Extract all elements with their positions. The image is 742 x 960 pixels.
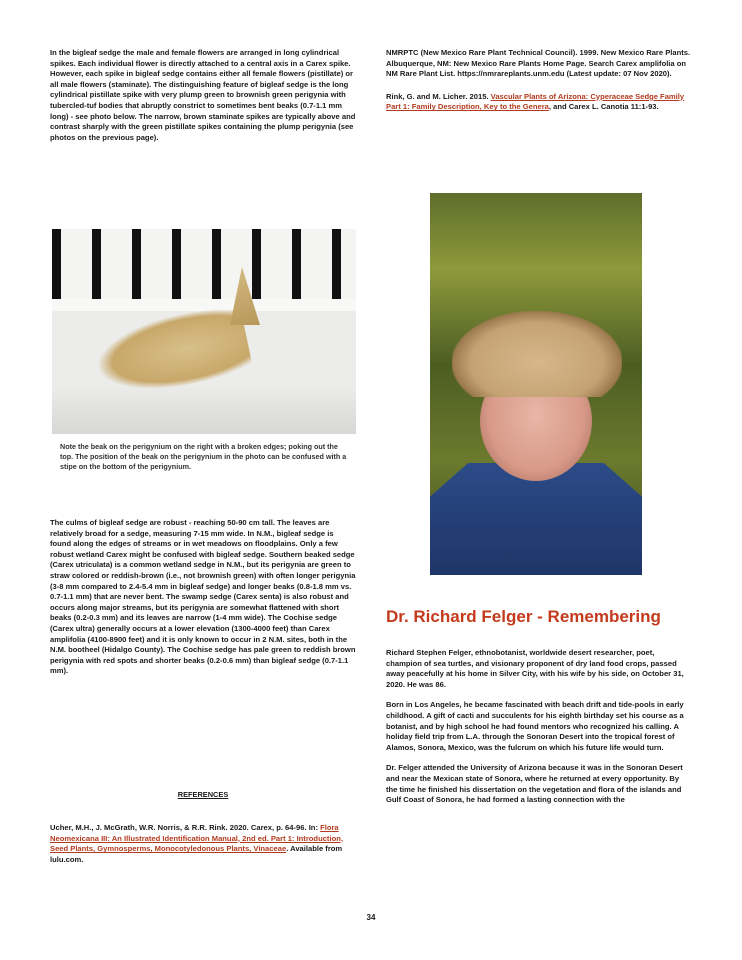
reference-ucher-tail: . Available from lulu.com. (50, 844, 343, 864)
reference-rink (386, 92, 692, 113)
left-column (50, 48, 356, 143)
felger-paragraph-3: Dr. Felger attended the University of Arizona because it was in the Sonoran Desert and near the Mexican state of Sonora, where he returned at every opportunity. By the time he finished his dissertation on the vegetation and flora of the islands and Gulf Coast of Sonora, he had formed a lasting connection with the (386, 763, 683, 805)
reference-rink-text: Rink, G. and M. Licher. 2015. (386, 91, 491, 101)
left-column-lower (50, 518, 356, 677)
reference-nmrptc: NMRPTC (New Mexico Rare Plant Technical Council). 1999. New Mexico Rare Plants. Albuquerque, NM: New Mexico Rare Plants Home Page. Search Carex amplifolia on NM Rare Plant List. https://nmrareplants.unm.edu (Latest update: 07 Nov 2020). (386, 48, 691, 79)
felger-portrait-photo (430, 193, 642, 575)
section-heading: Dr. Richard Felger - Remembering (386, 607, 661, 626)
felger-paragraph-2: Born in Los Angeles, he became fascinated with beach drift and tide-pools in early childhood. A gift of cacti and succulents for his eighth birthday set his course as a botanist, and by high school he had found mentors who recognized his calling. A holiday field trip from L.A. through the Sonoran Desert into the tropical forest of Alamos, Sonora, Mexico, was the fulcrum on which his future life would turn. (386, 700, 684, 752)
reference-ucher (50, 823, 356, 865)
right-column (386, 48, 692, 113)
left-paragraph-description: The culms of bigleaf sedge are robust - reaching 50-90 cm tall. The leaves are relatively broad for a sedge, measuring 7-15 mm wide. In N.M., bigleaf sedge is found along the edges of streams or in wet meadows on floodplains. Only a few robust wetland Carex might be confused with bigleaf sedge. Southern beaked sedge (Carex utriculata) is a common wetland sedge in N.M., but its perigynia are green to straw colored or reddish-brown (i.e., not brownish green) with often longer perigynia (3-8 mm compared to 2.4-5.4 mm in bigleaf sedge) and longer beaks (0.8-1.8 mm vs. 0.7-1.1 mm) that are never bent. The swamp sedge (Carex senta) is also robust and occurs along major streams, but its perigynia are somewhat flattened with short beaks (0.2-0.3 mm) and its leaves are narrow (1-4 mm wide). The Cochise sedge (Carex ultra) generally occurs at a lower elevation (1300-4000 feet) than Carex amplifolia (4100-8900 feet) and it is only known to occur in 2 N.M. sites, both in the N.M. bootheel (Hidalgo County). The Cochise sedge has pale green to reddish brown perigynia with red spots and shorter beaks (0.2-0.6 mm) than bigleaf sedge (0.7-1.1 mm). (50, 518, 356, 676)
references-title: REFERENCES (177, 790, 229, 799)
portrait-hat (452, 311, 622, 397)
left-paragraph-intro: In the bigleaf sedge the male and female flowers are arranged in long cylindrical spikes. Each individual flower is directly attached to a central axis in a Carex spike. However, each spike in bigleaf sedge contains either all female flowers (pistillate) or all male flowers (staminate). The distinguishing feature of bigleaf sedge is the long cylindrical pistillate spike with very plump green to brownish green perigynia with tubercled-tuf bodies that abruptly constrict to sometimes bent beaks (0.7-1.1 mm long) - see photo below. The narrow, brown staminate spikes are typically above and contrast sharply with the green pistillate spikes containing the plump perigynia (see photos on the previous page). (50, 48, 356, 142)
right-column-lower (386, 648, 692, 816)
reference-ucher-link[interactable]: Flora Neomexicana III: An Illustrated Identification Manual, 2nd ed. Part 1: Introduction, Seed Plants, Gymnosperms, Monocotyledonous Plants, Vinaceae (50, 823, 343, 854)
page-number: 34 (366, 913, 376, 922)
reference-rink-tail: , and Carex L. Canotia 11:1-93. (548, 102, 659, 112)
photo-shadow (52, 384, 356, 434)
ruler-scale (52, 229, 356, 299)
sedge-perigynium-photo (52, 229, 356, 434)
reference-ucher-text: Ucher, M.H., J. McGrath, W.R. Norris, & R.R. Rink. 2020. Carex, p. 64-96. In: (50, 823, 321, 832)
felger-paragraph-1: Richard Stephen Felger, ethnobotanist, worldwide desert researcher, poet, champion of sea turtles, and visionary proponent of dry land food crops, passed away peacefully at his home in Silver City, with his wife by his side, on October 31, 2020. He was 86. (386, 648, 684, 689)
reference-rink-link[interactable]: Vascular Plants of Arizona: Cyperaceae Sedge Family Part 1: Family Description, Key to the Genera (386, 91, 685, 112)
photo-caption: Note the beak on the perigynium on the right with a broken edges; poking out the top. The position of the beak on the perigynium in the photo can be confused with a stipe on the bottom of the perigynium. (60, 442, 347, 472)
